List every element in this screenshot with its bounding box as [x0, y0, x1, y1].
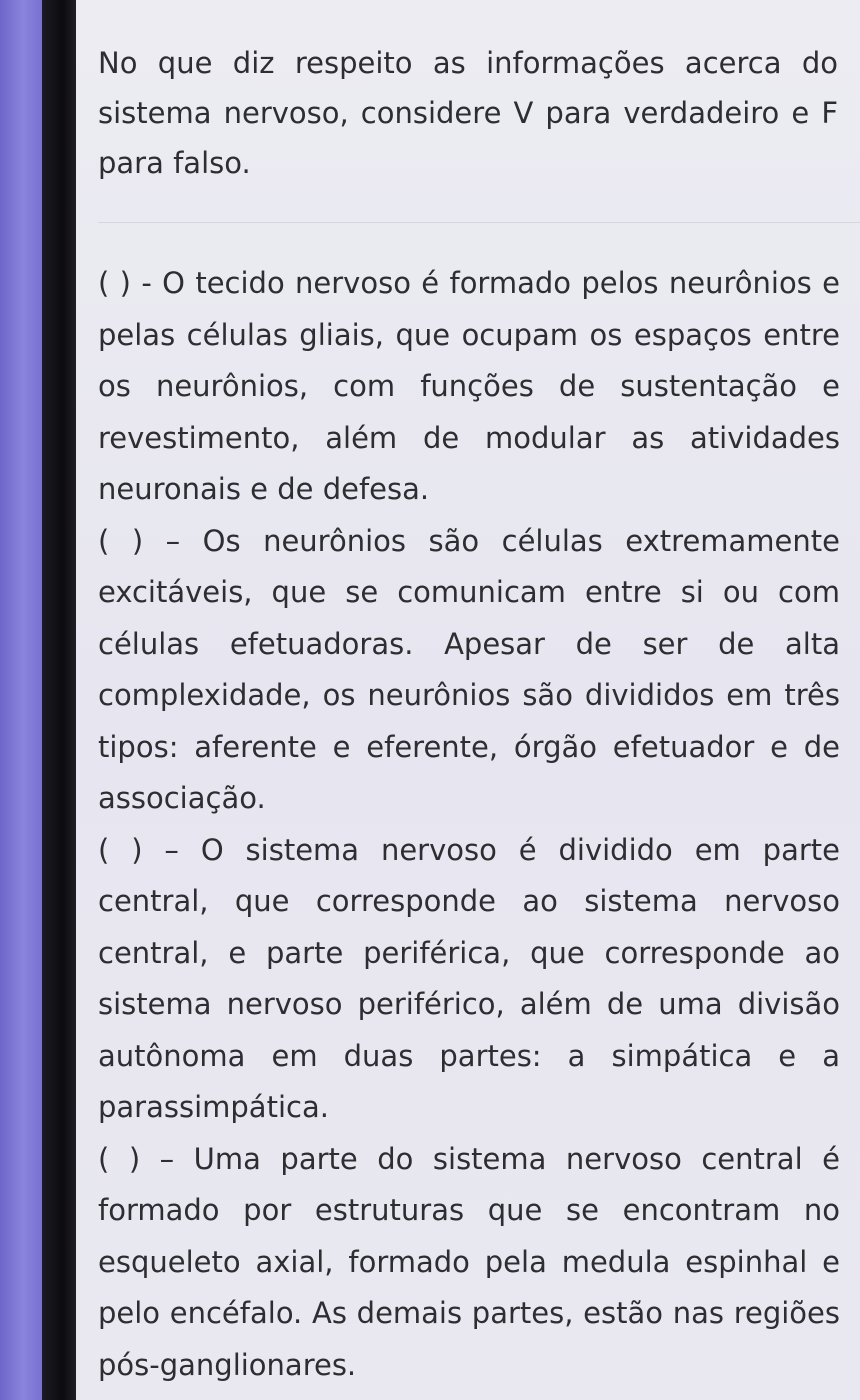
statement-text: – O sistema nervoso é dividido em parte central, que corresponde ao sistema nervoso central, e parte periférica, que corresponde ao sistema nervoso periférico, além de uma divisão autônoma em duas partes: a simpática e a parassimpática. — [98, 832, 840, 1124]
screen[interactable] — [76, 0, 860, 1400]
statement-list — [98, 258, 840, 1391]
answer-box[interactable]: ( ) — [98, 266, 131, 300]
device-side-edge — [0, 0, 42, 1400]
statement-text: – Os neurônios são células extremamente excitáveis, que se comunicam entre si ou com células efetuadoras. Apesar de ser de alta complexidade, os neurônios são divididos em três tipos: aferente e eferente, órgão efetuador e de associação. — [98, 523, 840, 815]
statement-item — [98, 516, 840, 825]
answer-box[interactable]: ( ) — [98, 832, 143, 867]
answer-box[interactable]: ( ) — [98, 1141, 141, 1176]
device-bezel — [42, 0, 76, 1400]
statement-item — [98, 1134, 840, 1392]
question-intro: No que diz respeito as informações acerca do sistema nervoso, considere V para verdadeiro e F para falso. — [98, 46, 838, 180]
answer-box[interactable]: ( ) — [98, 523, 144, 558]
statement-text: - O tecido nervoso é formado pelos neurônios e pelas células gliais, que ocupam os espaços entre os neurônios, com funções de sustentação e revestimento, além de modular as atividades neuronais e de defesa. — [98, 266, 840, 506]
statement-item — [98, 825, 840, 1134]
statement-item — [98, 258, 840, 516]
divider — [98, 222, 860, 223]
statement-text: – Uma parte do sistema nervoso central é formado por estruturas que se encontram no esqueleto axial, formado pela medula espinhal e pelo encéfalo. As demais partes, estão nas regiões pós-ganglionares. — [98, 1141, 840, 1382]
